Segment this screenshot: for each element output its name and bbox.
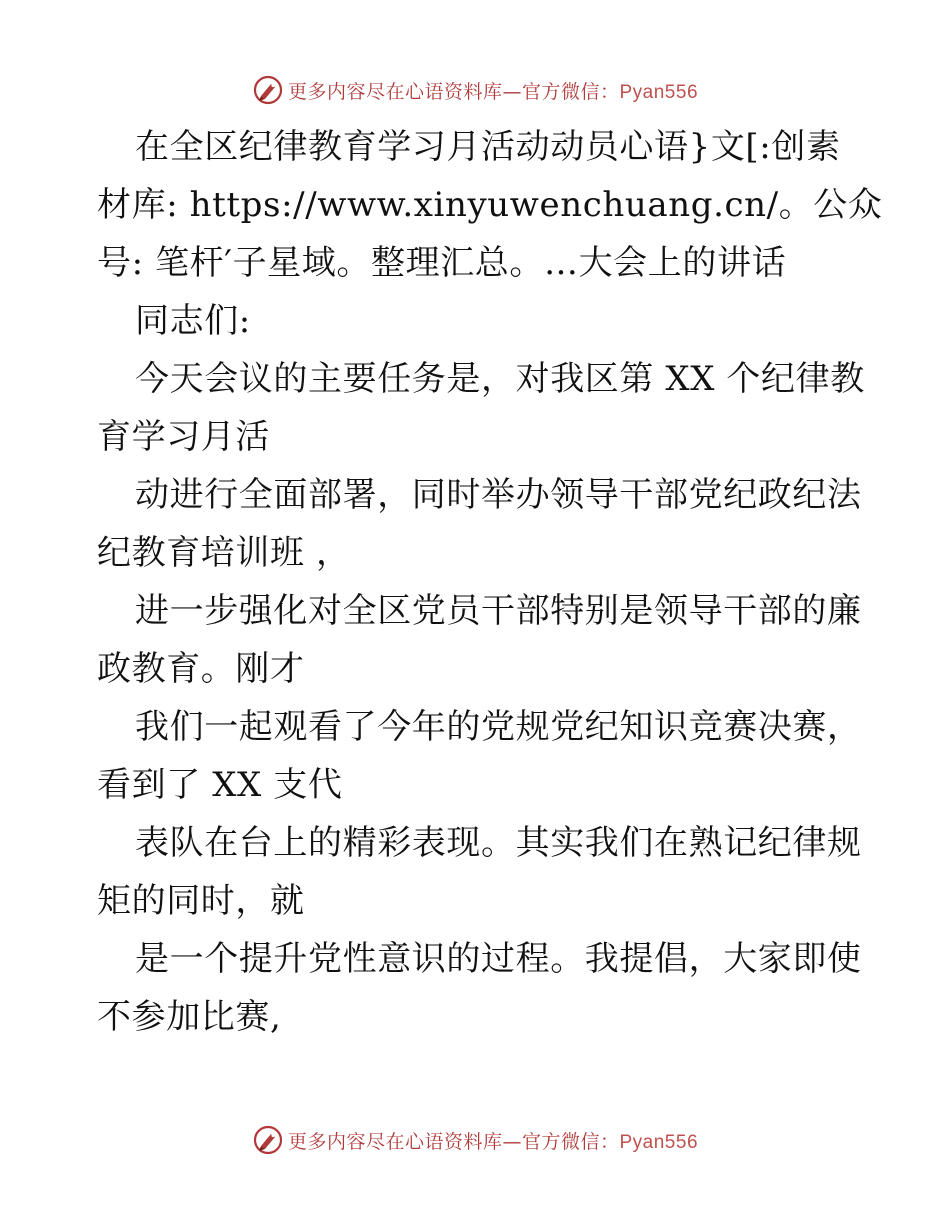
- doc-line: 表队在台上的精彩表现。其实我们在熟记纪律规: [135, 823, 862, 863]
- banner-wechat-label: 官方微信：: [521, 1130, 620, 1153]
- doc-line: 今天会议的主要任务是，对我区第 XX 个纪律教: [135, 359, 865, 399]
- doc-line: 不参加比赛,: [97, 997, 282, 1037]
- doc-line: 进一步强化对全区党员干部特别是领导干部的廉: [135, 591, 862, 631]
- doc-line: 是一个提升党性意识的过程。我提倡，大家即使: [135, 939, 862, 979]
- doc-line: 动进行全面部署，同时举办领导干部党纪政纪法: [135, 475, 862, 515]
- doc-line: 政教育。刚才: [97, 649, 305, 689]
- header-banner: [0, 70, 950, 110]
- banner-wechat-id: Pyan556: [619, 1131, 699, 1153]
- banner-brand-text: 更多内容尽在心语资料库: [287, 1130, 503, 1153]
- doc-line: 矩的同时，就: [97, 881, 305, 921]
- doc-line: 材库: https://www.xinyuwenchuang.cn/。公众: [97, 185, 883, 225]
- doc-line: 号: 笔杆′子星域。整理汇总。…大会上的讲话: [97, 243, 787, 283]
- pen-logo-icon: [252, 1124, 284, 1156]
- doc-line: 育学习月活: [97, 417, 270, 457]
- doc-line: 在全区纪律教育学习月活动动员心语}文[:创素: [135, 127, 841, 167]
- banner-wechat-id: Pyan556: [619, 81, 699, 103]
- doc-line: 我们一起观看了今年的党规党纪知识竞赛决赛，: [135, 707, 862, 747]
- banner-brand-text: 更多内容尽在心语资料库: [287, 80, 503, 103]
- doc-line: 看到了 XX 支代: [97, 765, 343, 805]
- document-body: [97, 118, 883, 1046]
- footer-banner: [0, 1120, 950, 1160]
- pen-logo-icon: [252, 74, 284, 106]
- doc-line: 同志们:: [135, 301, 251, 341]
- banner-separator: —: [502, 80, 522, 103]
- banner-separator: —: [502, 1130, 522, 1153]
- doc-line: 纪教育培训班 ，: [97, 533, 351, 573]
- banner-wechat-label: 官方微信：: [521, 80, 620, 103]
